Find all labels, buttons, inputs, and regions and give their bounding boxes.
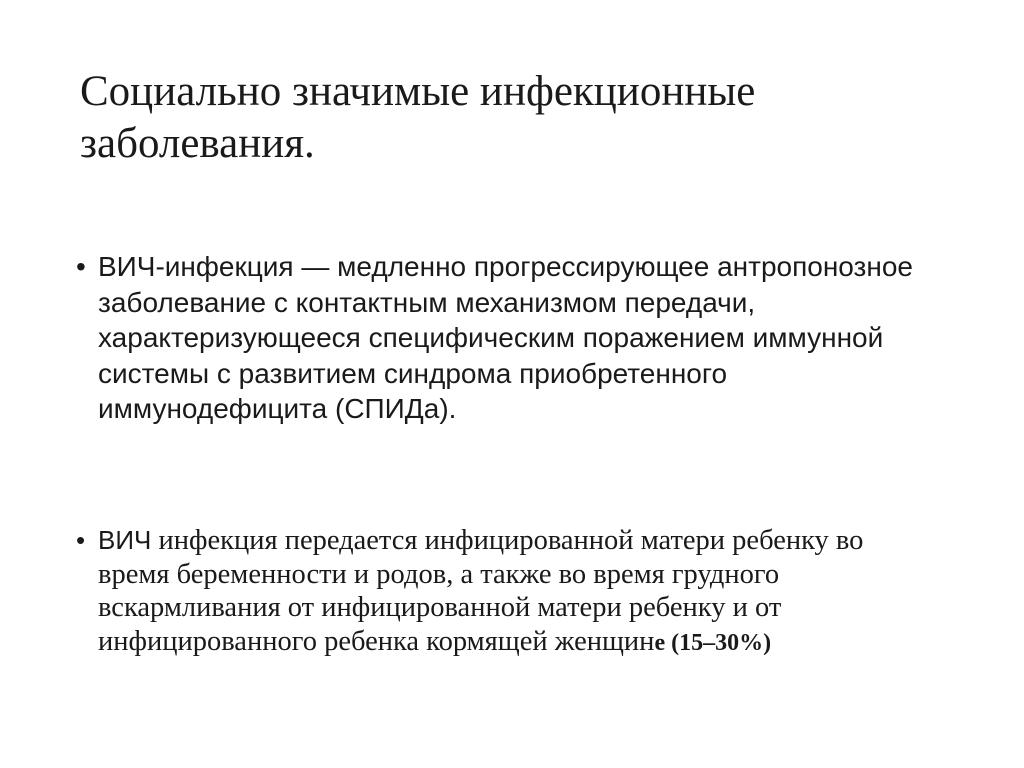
bullet-item-hiv-definition xyxy=(76,249,936,427)
bullet-icon: • xyxy=(76,525,86,555)
bullet-text: ВИЧ-инфекция — медленно прогрессирующее антропонозное заболевание с контактным механизмом передачи, характеризующееся специфическим поражением иммунной системы с развитием синдрома приобретенного иммунодефицита (СПИДа). xyxy=(98,251,913,424)
bullet-tail-text: е (15–30%) xyxy=(654,629,772,656)
bullet-icon: • xyxy=(76,251,86,282)
bullet-item-hiv-transmission xyxy=(76,524,936,660)
bullet-text xyxy=(98,524,936,660)
bullet-body-text: инфекция передается инфицированной матери ребенку во время беременности и родов, а также во время грудного вскармливания от инфицированной матери ребенку и от инфицированного ребенка кормящей женщин xyxy=(98,525,864,657)
bullet-lead-text: ВИЧ xyxy=(98,525,152,555)
slide-title: Социально значимые инфекционные заболевания. xyxy=(80,68,756,167)
